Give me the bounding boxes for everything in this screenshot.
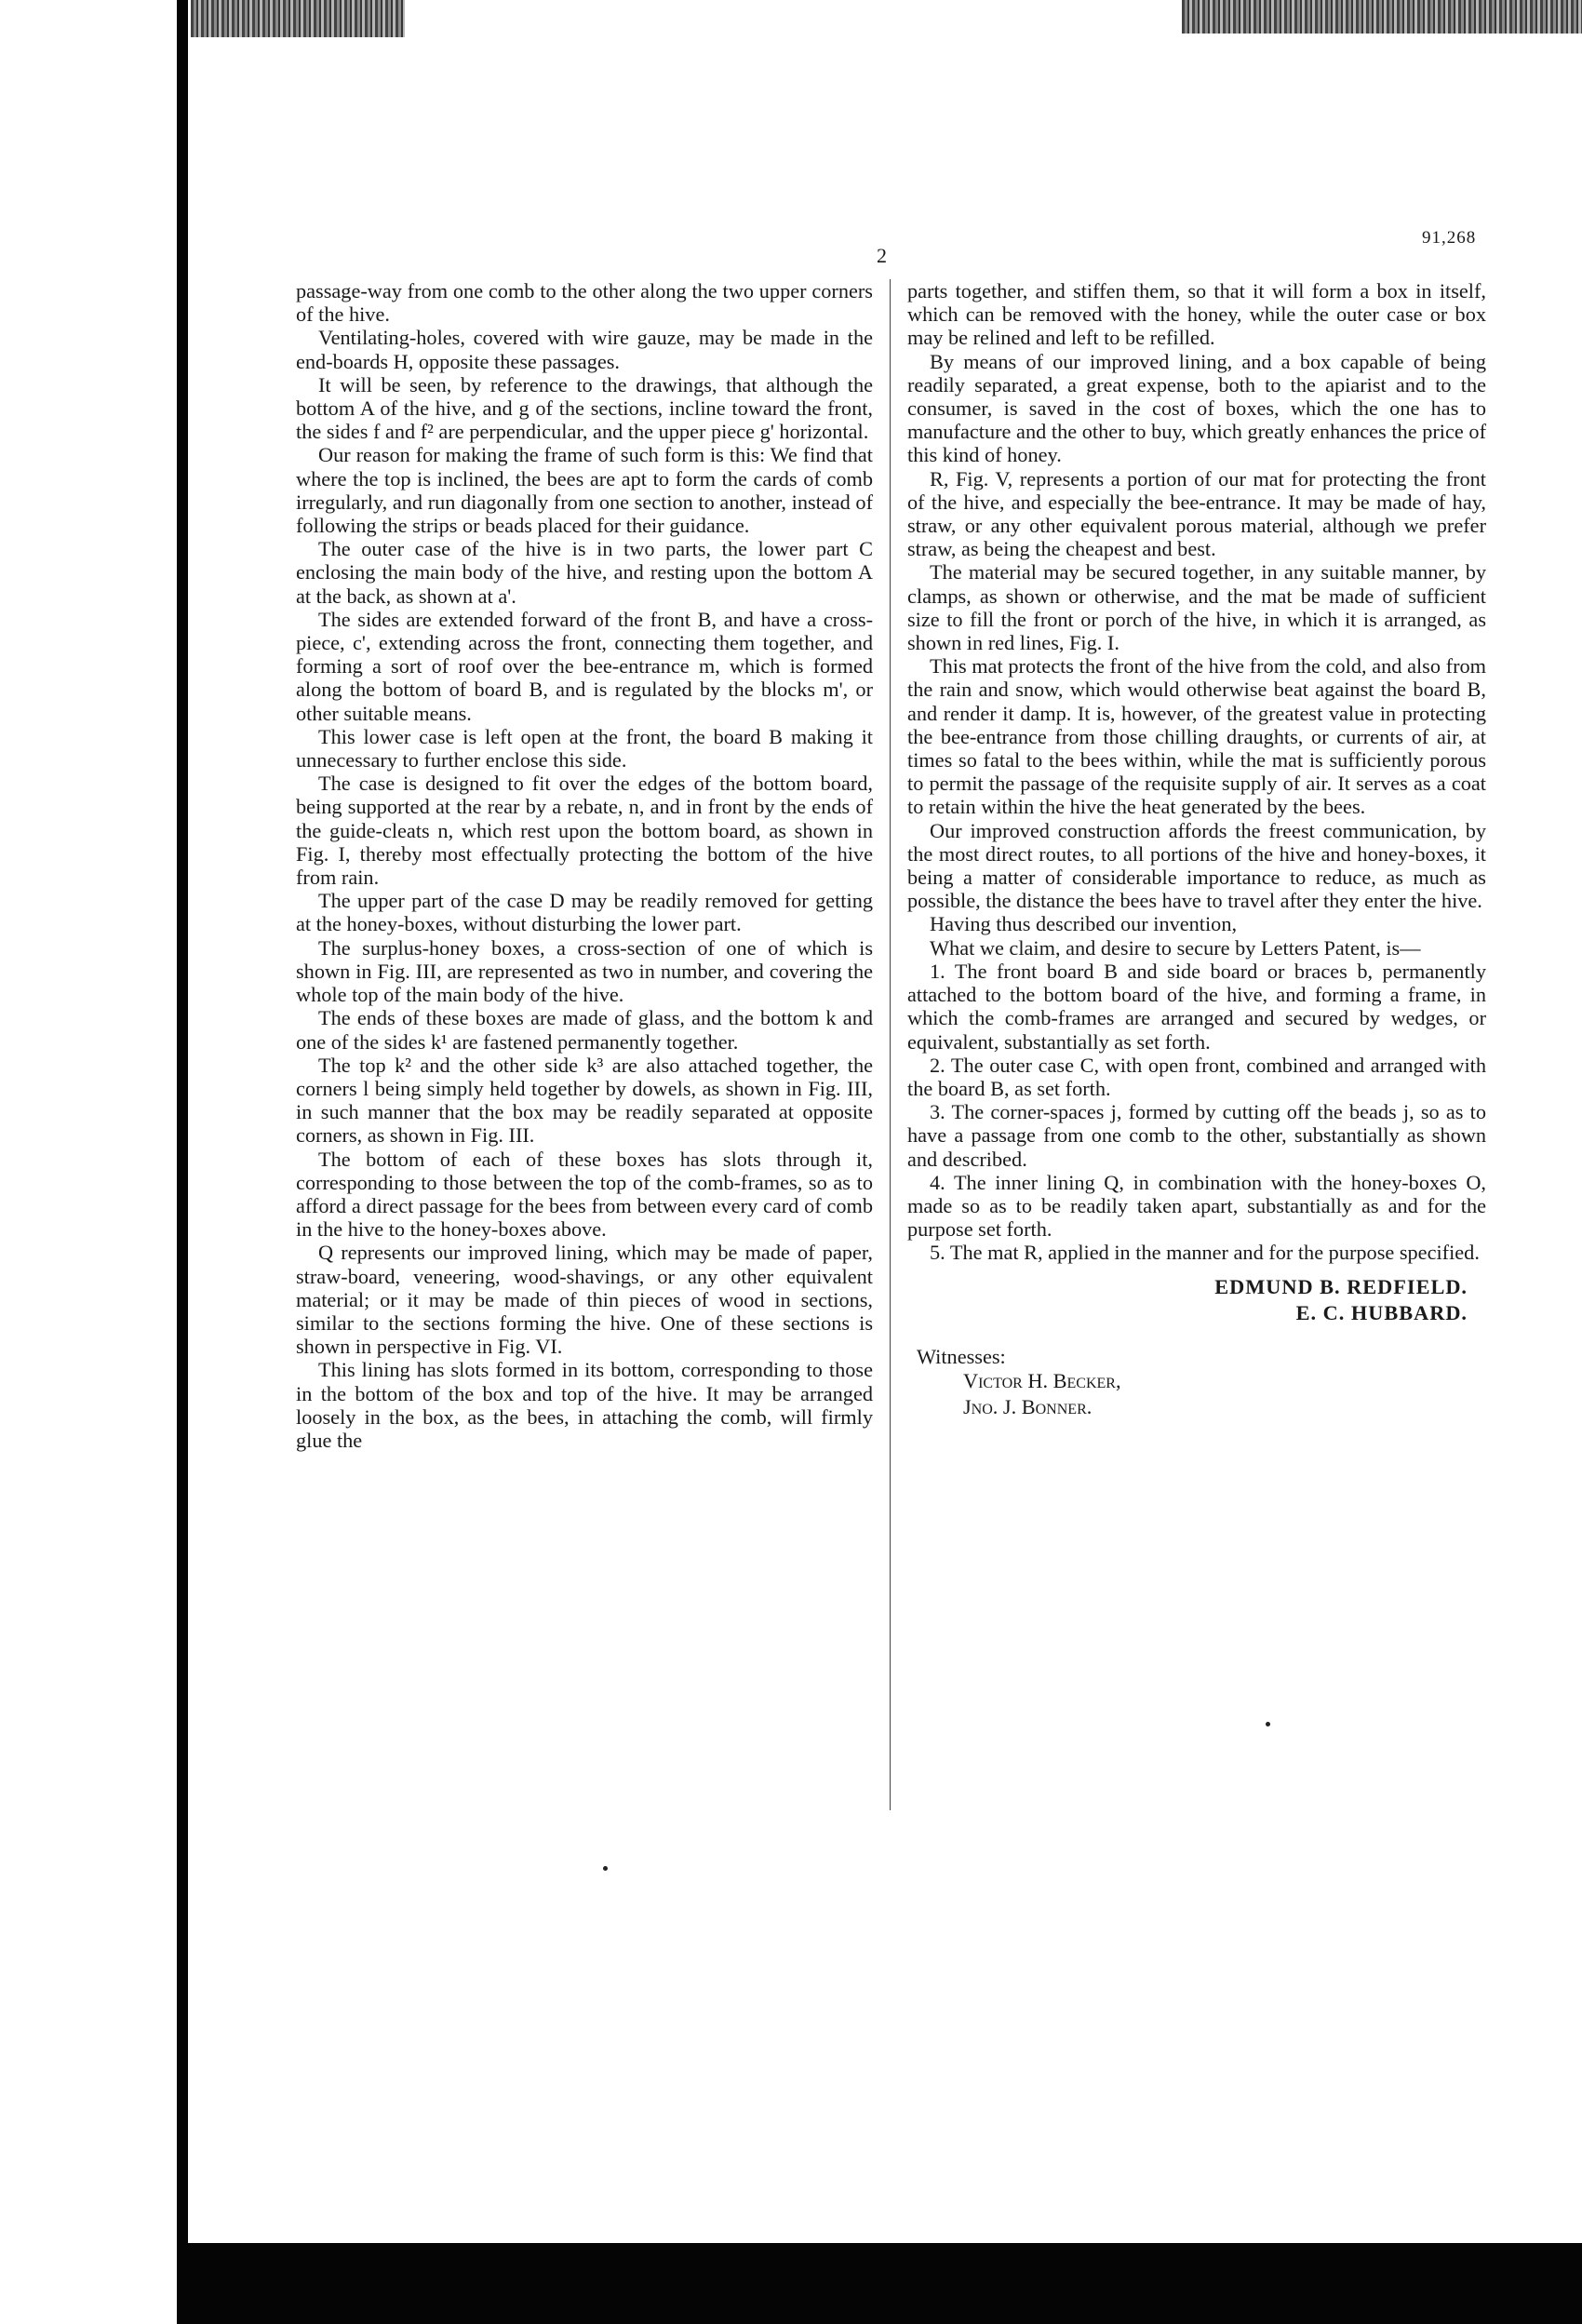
paragraph: The sides are extended forward of the front B, and have a cross-piece, c', extending across the front, connecting them together, and forming a sort of roof over the bee-entrance m, which is formed along the bottom of board B, and is regulated by the blocks m', or other suitable means. xyxy=(296,607,873,725)
scan-edge-bar xyxy=(177,0,188,2324)
paragraph: Q represents our improved lining, which may be made of paper, straw-board, veneering, wood-shavings, or any other equivalent material; or it may be made of thin pieces of wood in sections, similar to the sections forming the hive. One of these sections is shown in perspective in Fig. VI. xyxy=(296,1241,873,1359)
scan-artifact-top-right xyxy=(1182,0,1582,34)
patent-number: 91,268 xyxy=(1422,228,1477,248)
scan-margin-left xyxy=(0,0,177,2324)
signature-block xyxy=(907,1274,1486,1326)
paragraph: The outer case of the hive is in two parts, the lower part C enclosing the main body of the hive, and resting upon the bottom A at the back, as shown at a'. xyxy=(296,537,873,608)
signature-inventor-2: E. C. HUBBARD. xyxy=(1295,1300,1468,1324)
paragraph: This lower case is left open at the front, the board B making it unnecessary to further enclose this side. xyxy=(296,724,873,772)
scan-speck xyxy=(603,1866,608,1871)
paragraph: The bottom of each of these boxes has slots through it, corresponding to those between the top of the comb-frames, so as to afford a direct passage for the bees from between every card of comb in the hive to the honey-boxes above. xyxy=(296,1147,873,1242)
paragraph: parts together, and stiffen them, so that it will form a box in itself, which can be removed with the honey, while the outer case or box may be relined and left to be refilled. xyxy=(907,279,1486,350)
paragraph: This mat protects the front of the hive from the cold, and also from the rain and snow, which would otherwise beat against the board B, and render it damp. It is, however, of the greatest value in protecting the bee-entrance from those chilling draughts, or currents of air, at times so fatal to the bees within, while the mat is sufficiently porous to permit the passage of the requisite supply of air. It serves as a coat to retain within the hive the heat generated by the bees. xyxy=(907,654,1486,819)
claim-intro: What we claim, and desire to secure by Letters Patent, is— xyxy=(930,935,1421,960)
paragraph: By means of our improved lining, and a box capable of being readily separated, a great expense, both to the apiarist and to the consumer, is saved in the cost of boxes, which the one has to manufacture and the other to buy, which greatly enhances the price of this kind of honey. xyxy=(907,349,1486,467)
paragraph: The material may be secured together, in any suitable manner, by clamps, as shown or otherwise, and the mat be made of sufficient size to fill the front or porch of the hive, in which it is arranged, as shown in red lines, Fig. I. xyxy=(907,560,1486,655)
claim-1: 1. The front board B and side board or braces b, permanently attached to the bottom board of the hive, and forming a frame, in which the comb-frames are arranged and secured by wedges, or equivalent, substantially as set forth. xyxy=(907,959,1486,1054)
claim-3: 3. The corner-spaces j, formed by cutting off the beads j, so as to have a passage from one comb to the other, substantially as shown and described. xyxy=(907,1100,1486,1171)
paragraph: passage-way from one comb to the other along the two upper corners of the hive. xyxy=(296,279,873,327)
paragraph: This lining has slots formed in its bottom, corresponding to those in the bottom of the box and top of the hive. It may be arranged loosely in the box, as the bees, in attaching the comb, will firmly glue the xyxy=(296,1358,873,1452)
paragraph: The ends of these boxes are made of glass, and the bottom k and one of the sides k¹ are fastened permanently together. xyxy=(296,1006,873,1054)
paragraph: Having thus described our invention, xyxy=(930,912,1238,936)
page-number: 2 xyxy=(877,244,887,267)
witnesses-label: Witnesses: xyxy=(917,1344,1006,1368)
paragraph: The upper part of the case D may be readily removed for getting at the honey-boxes, without disturbing the lower part. xyxy=(296,889,873,936)
claim-2: 2. The outer case C, with open front, combined and arranged with the board B, as set forth. xyxy=(907,1053,1486,1100)
paragraph: The case is designed to fit over the edges of the bottom board, being supported at the rear by a rebate, n, and in front by the ends of the guide-cleats n, which rest upon the bottom board, as shown in Fig. I, thereby most effectually protecting the bottom of the hive from rain. xyxy=(296,772,873,890)
left-column xyxy=(296,279,873,1452)
scan-speck xyxy=(1266,1722,1270,1726)
witness-1: Victor H. Becker, xyxy=(963,1368,1121,1392)
witness-2: Jno. J. Bonner. xyxy=(963,1394,1093,1418)
claim-4: 4. The inner lining Q, in combination with the honey-boxes O, made so as to be readily taken apart, substantially as and for the purpose set forth. xyxy=(907,1170,1486,1242)
right-column xyxy=(907,279,1486,1420)
paragraph: It will be seen, by reference to the drawings, that although the bottom A of the hive, and g of the sections, incline toward the front, the sides f and f² are perpendicular, and the upper piece g' horizontal. xyxy=(296,372,873,444)
signature-inventor-1: EDMUND B. REDFIELD. xyxy=(1214,1274,1468,1298)
paragraph: The surplus-honey boxes, a cross-section of one of which is shown in Fig. III, are represented as two in number, and covering the whole top of the main body of the hive. xyxy=(296,935,873,1007)
paragraph: R, Fig. V, represents a portion of our mat for protecting the front of the hive, and especially the bee-entrance. It may be made of hay, straw, or any other equivalent porous material, although we prefer straw, as being the cheapest and best. xyxy=(907,466,1486,561)
column-divider xyxy=(890,279,891,1810)
paragraph: Our improved construction affords the freest communication, by the most direct routes, to all portions of the hive and honey-boxes, it being a matter of considerable importance to reduce, as much as possible, the distance the bees have to travel after they enter the hive. xyxy=(907,818,1486,913)
paragraph: Our reason for making the frame of such form is this: We find that where the top is inclined, the bees are apt to form the cards of comb irregularly, and run diagonally from one section to another, instead of following the strips or beads placed for their guidance. xyxy=(296,443,873,538)
paragraph: The top k² and the other side k³ are also attached together, the corners l being simply held together by dowels, as shown in Fig. III, in such manner that the box may be readily separated at opposite corners, as shown in Fig. III. xyxy=(296,1053,873,1148)
paragraph: Ventilating-holes, covered with wire gauze, may be made in the end-boards H, opposite these passages. xyxy=(296,326,873,373)
claim-5: 5. The mat R, applied in the manner and for the purpose specified. xyxy=(930,1241,1480,1265)
scan-edge-bottom xyxy=(177,2243,1582,2324)
scan-artifact-top-left xyxy=(191,0,405,37)
